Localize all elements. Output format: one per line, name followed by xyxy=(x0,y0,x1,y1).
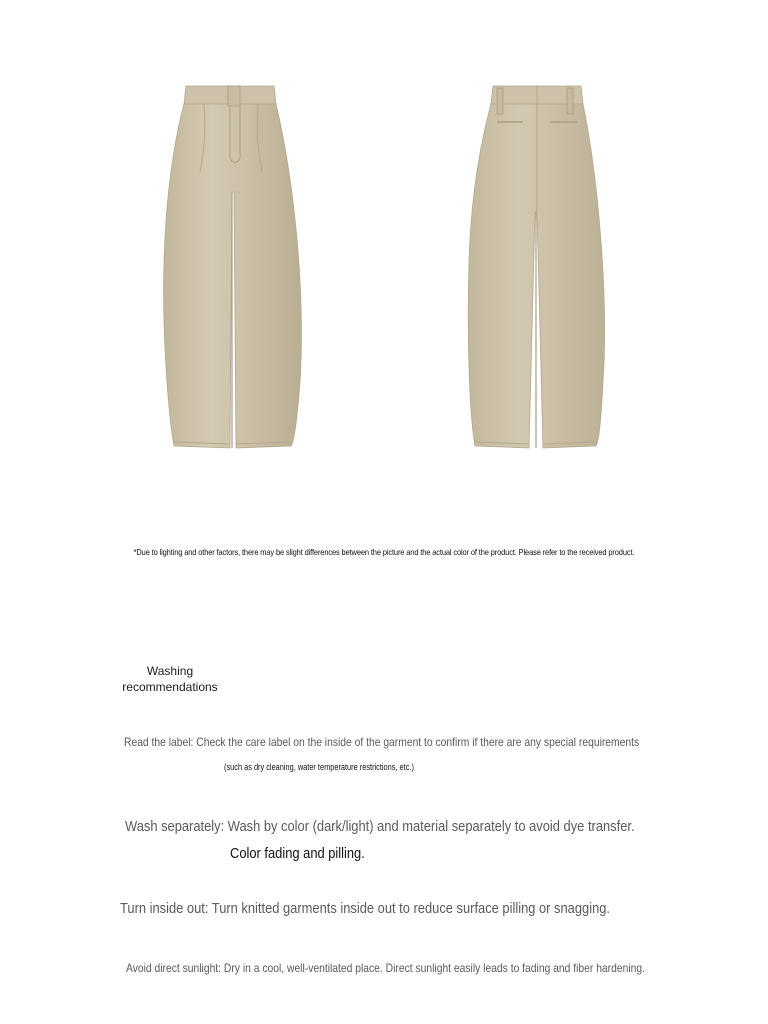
avoid-sunlight-text: Avoid direct sunlight: Dry in a cool, well-ventilated place. Direct sunlight easily leads to fading and fiber hardening. xyxy=(126,961,645,975)
washing-heading-line1: Washing xyxy=(146,664,194,678)
washing-heading xyxy=(115,663,225,695)
washing-heading-line2: recommendations xyxy=(122,680,218,694)
pants-front-image xyxy=(160,82,308,454)
color-disclaimer: *Due to lighting and other factors, there may be slight differences between the picture and the actual color of the product. Please refer to the received product. xyxy=(133,547,635,557)
turn-inside-out-text: Turn inside out: Turn knitted garments inside out to reduce surface pilling or snagging. xyxy=(120,900,610,917)
read-label-text: Read the label: Check the care label on the inside of the garment to confirm if there are any special requirements xyxy=(124,735,640,749)
pants-back-image xyxy=(463,82,611,454)
wash-separately-note: Color fading and pilling. xyxy=(230,845,365,862)
wash-separately-text: Wash separately: Wash by color (dark/light) and material separately to avoid dye transfer. xyxy=(125,818,635,835)
read-label-note: (such as dry cleaning, water temperature restrictions, etc.) xyxy=(224,762,414,772)
